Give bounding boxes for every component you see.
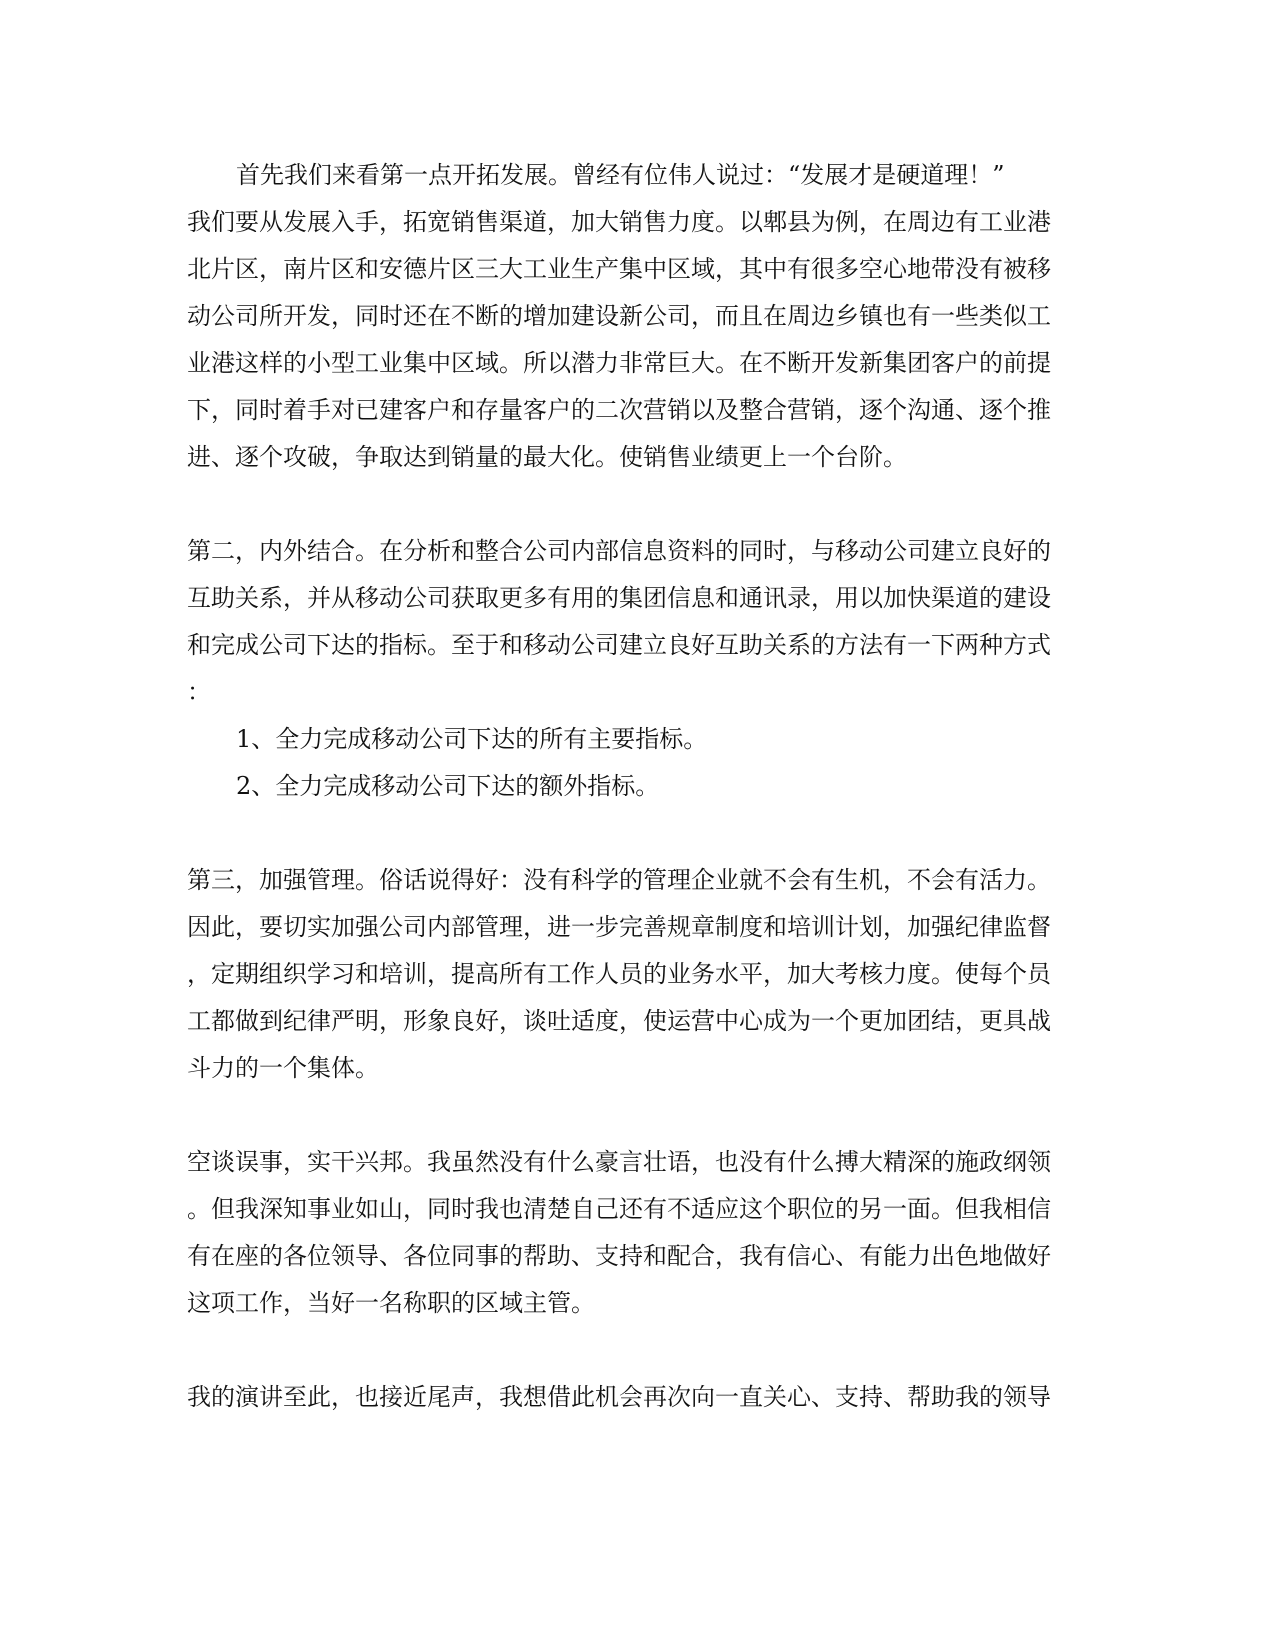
paragraph-1-line-2: 我们要从发展入手，拓宽销售渠道，加大销售力度。以郫县为例，在周边有工业港 <box>187 208 1051 236</box>
paragraph-4-line-1: 空谈误事，实干兴邦。我虽然没有什么豪言壮语，也没有什么搏大精深的施政纲领 <box>187 1148 1051 1176</box>
paragraph-3-line-4: 工都做到纪律严明，形象良好，谈吐适度，使运营中心成为一个更加团结，更具战 <box>187 1007 1051 1035</box>
paragraph-5-line-1: 我的演讲至此，也接近尾声，我想借此机会再次向一直关心、支持、帮助我的领导 <box>187 1383 1051 1411</box>
paragraph-1-line-1: 首先我们来看第一点开拓发展。曾经有位伟人说过：“发展才是硬道理！” <box>236 161 1005 189</box>
paragraph-2-line-2: 互助关系，并从移动公司获取更多有用的集团信息和通讯录，用以加快渠道的建设 <box>187 584 1051 612</box>
paragraph-4-line-2: 。但我深知事业如山，同时我也清楚自己还有不适应这个职位的另一面。但我相信 <box>187 1195 1051 1223</box>
paragraph-1-line-3: 北片区，南片区和安德片区三大工业生产集中区域，其中有很多空心地带没有被移 <box>187 255 1051 283</box>
paragraph-3-line-2: 因此，要切实加强公司内部管理，进一步完善规章制度和培训计划，加强纪律监督 <box>187 913 1051 941</box>
paragraph-3-line-5: 斗力的一个集体。 <box>187 1054 379 1082</box>
paragraph-4-line-4: 这项工作，当好一名称职的区域主管。 <box>187 1289 595 1317</box>
paragraph-2-line-4: ： <box>187 678 211 706</box>
list-item-1: 1、全力完成移动公司下达的所有主要指标。 <box>236 725 708 753</box>
paragraph-1-line-5: 业港这样的小型工业集中区域。所以潜力非常巨大。在不断开发新集团客户的前提 <box>187 349 1051 377</box>
paragraph-1-line-7: 进、逐个攻破，争取达到销量的最大化。使销售业绩更上一个台阶。 <box>187 443 907 471</box>
paragraph-4-line-3: 有在座的各位领导、各位同事的帮助、支持和配合，我有信心、有能力出色地做好 <box>187 1242 1051 1270</box>
paragraph-1-line-6: 下，同时着手对已建客户和存量客户的二次营销以及整合营销，逐个沟通、逐个推 <box>187 396 1051 424</box>
paragraph-2-line-3: 和完成公司下达的指标。至于和移动公司建立良好互助关系的方法有一下两种方式 <box>187 631 1051 659</box>
paragraph-3-line-3: ，定期组织学习和培训，提高所有工作人员的业务水平，加大考核力度。使每个员 <box>187 960 1051 988</box>
paragraph-3-line-1: 第三，加强管理。俗话说得好：没有科学的管理企业就不会有生机，不会有活力。 <box>187 866 1051 894</box>
list-item-2: 2、全力完成移动公司下达的额外指标。 <box>236 772 660 800</box>
paragraph-2-line-1: 第二，内外结合。在分析和整合公司内部信息资料的同时，与移动公司建立良好的 <box>187 537 1051 565</box>
paragraph-1-line-4: 动公司所开发，同时还在不断的增加建设新公司，而且在周边乡镇也有一些类似工 <box>187 302 1051 330</box>
